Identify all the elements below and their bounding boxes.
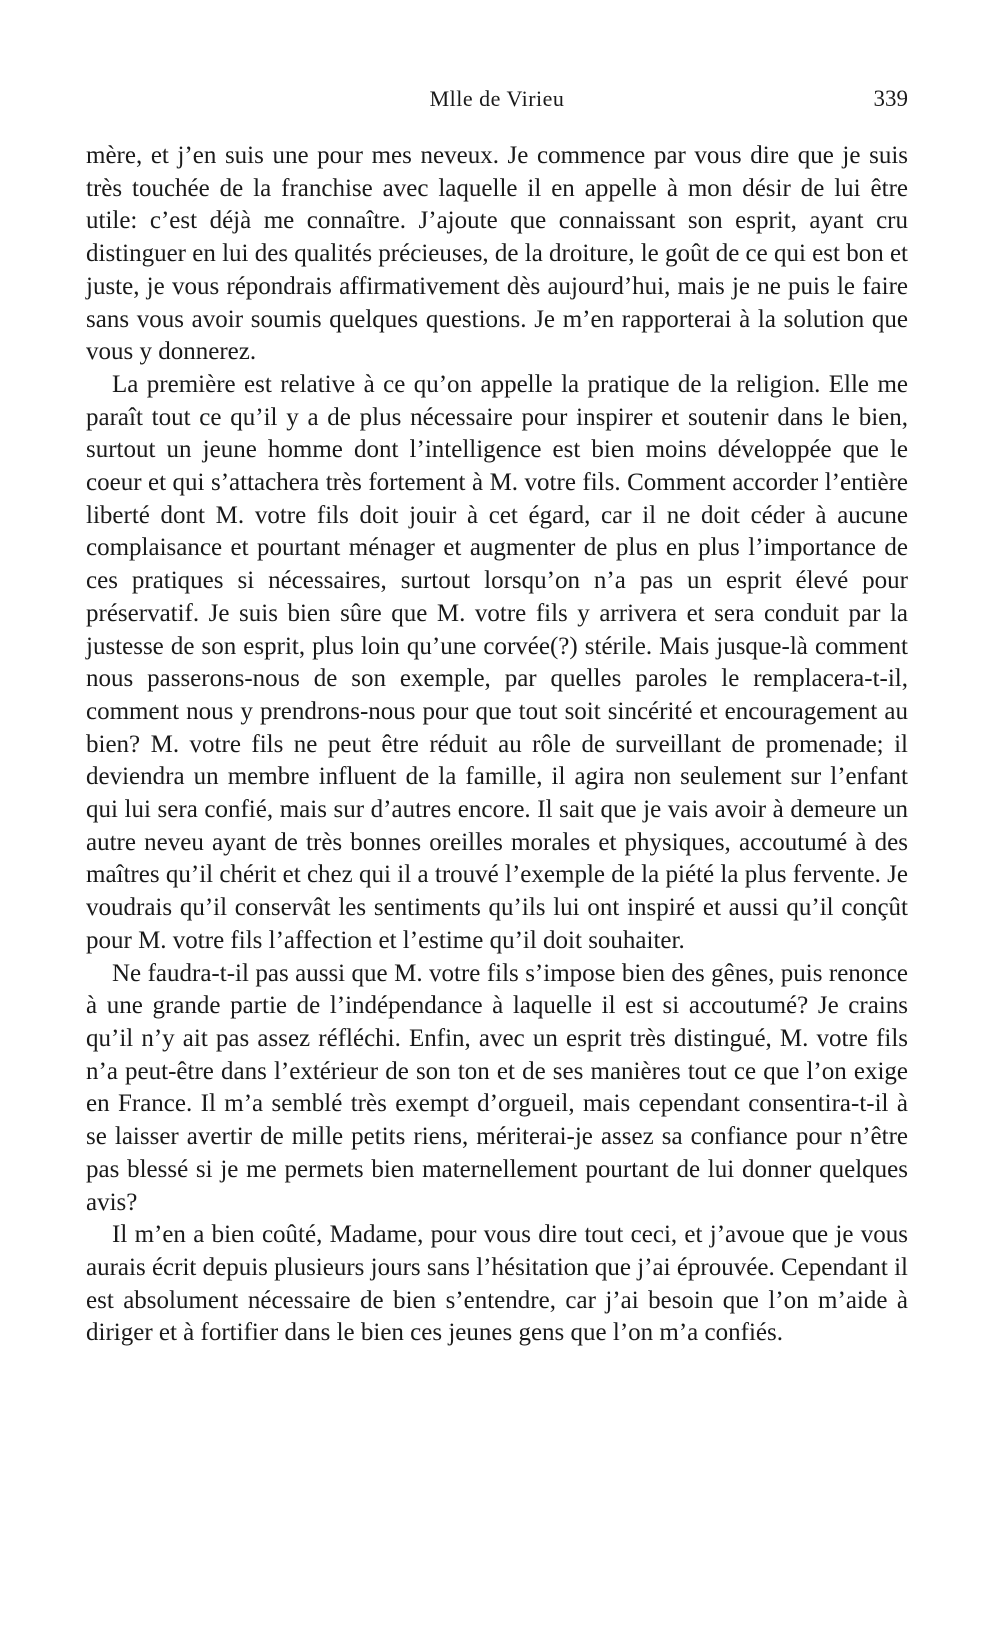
page-number: 339 xyxy=(873,86,908,111)
page-header xyxy=(86,86,908,120)
paragraph-4: Il m’en a bien coûté, Madame, pour vous dire tout ceci, et j’avoue que je vous aurais écrit depuis plusieurs jours sans l’hésitation que j’ai éprouvée. Cependant il est absolument nécessaire de bien s’entendre, car j’ai besoin que l’on m’aide à diriger et à fortifier dans le bien ces jeunes gens que l’on m’a confiés. xyxy=(86,1221,908,1347)
body-text xyxy=(86,140,908,1350)
running-title: Mlle de Virieu xyxy=(429,86,565,111)
paragraph-1: mère, et j’en suis une pour mes neveux. Je commence par vous dire que je suis très touchée de la franchise avec laquelle il en appelle à mon désir de lui être utile: c’est déjà me connaître. J’ajoute que connaissant son esprit, ayant cru distinguer en lui des qualités précieuses, de la droiture, le goût de ce qui est bon et juste, je vous répondrais affirmativement dès aujourd’hui, mais je ne puis le faire sans vous avoir soumis quelques questions. Je m’en rapporterai à la solution que vous y donnerez. xyxy=(86,142,908,366)
paragraph-3: Ne faudra-t-il pas aussi que M. votre fils s’impose bien des gênes, puis renonce à une grande partie de l’indépendance à laquelle il est si accoutumé? Je crains qu’il n’y ait pas assez réfléchi. Enfin, avec un esprit très distingué, M. votre fils n’a peut-être dans l’extérieur de son ton et de ses manières tout ce que l’on exige en France. Il m’a semblé très exempt d’orgueil, mais cependant consentira-t-il à se laisser avertir de mille petits riens, mériterai-je assez sa confiance pour n’être pas blessé si je me permets bien maternellement pourtant de lui donner quelques avis? xyxy=(86,959,908,1216)
paragraph-2: La première est relative à ce qu’on appelle la pratique de la religion. Elle me paraît tout ce qu’il y a de plus nécessaire pour inspirer et soutenir dans le bien, surtout un jeune homme dont l’intelligence est bien moins développée que le coeur et qui s’attachera très fortement à M. votre fils. Comment accorder l’entière liberté dont M. votre fils doit jouir à cet égard, car il ne doit céder à aucune complaisance et pourtant ménager et augmenter de plus en plus l’importance de ces pratiques si nécessaires, surtout lorsqu’on n’a pas un esprit élevé pour préservatif. Je suis bien sûre que M. votre fils y arrivera et sera conduit par la justesse de son esprit, plus loin qu’une corvée(?) stérile. Mais jusque-là comment nous passerons-nous de son exemple, par quelles paroles le remplacera-t-il, comment nous y prendrons-nous pour que tout soit sincérité et encouragement au bien? M. votre fils ne peut être réduit au rôle de surveillant de promenade; il deviendra un membre influent de la famille, il agira non seulement sur l’enfant qui lui sera confié, mais sur d’autres encore. Il sait que je vais avoir à demeure un autre neveu ayant de très bonnes oreilles morales et physiques, accoutumé à des maîtres qu’il chérit et chez qui il a trouvé l’exemple de la piété la plus fervente. Je voudrais qu’il conservât les sentiments qu’ils lui ont inspiré et aussi qu’il conçût pour M. votre fils l’affection et l’estime qu’il doit souhaiter. xyxy=(86,370,908,954)
